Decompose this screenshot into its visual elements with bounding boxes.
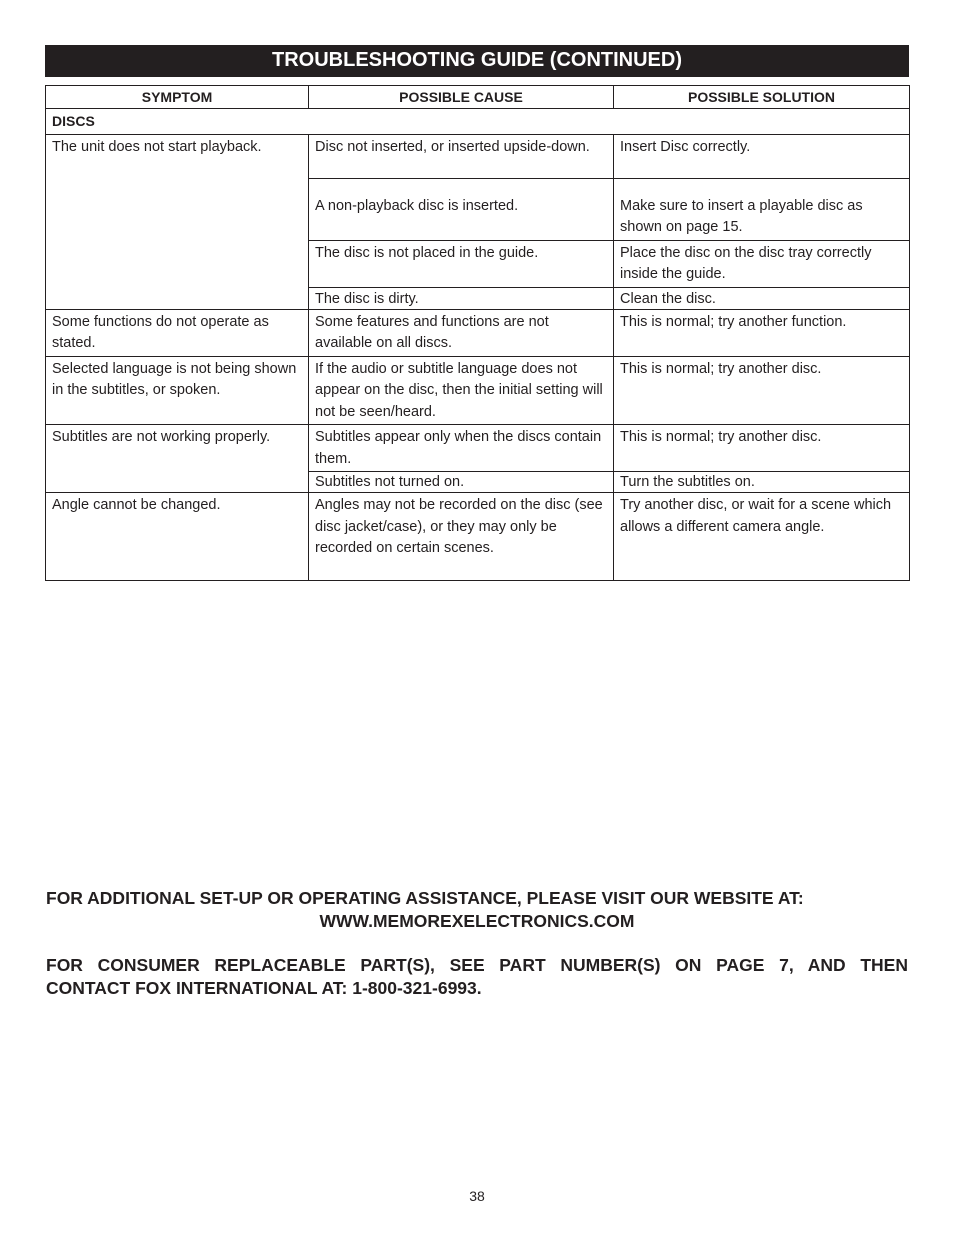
parts-text: FOR CONSUMER REPLACEABLE PART(S), SEE PART NUMBER(S) ON PAGE 7, AND THEN bbox=[46, 955, 908, 975]
solution-cell: Clean the disc. bbox=[614, 287, 910, 309]
parts-notice bbox=[46, 954, 908, 1000]
symptom-cell: Some functions do not operate as stated. bbox=[46, 309, 309, 356]
header-possible-cause: POSSIBLE CAUSE bbox=[309, 86, 614, 109]
group-label-discs: DISCS bbox=[46, 109, 910, 135]
solution-cell: Place the disc on the disc tray correctly inside the guide. bbox=[614, 240, 910, 287]
assistance-notice bbox=[46, 887, 908, 933]
solution-cell: Try another disc, or wait for a scene which allows a different camera angle. bbox=[614, 493, 910, 581]
symptom-cell: Selected language is not being shown in the subtitles, or spoken. bbox=[46, 356, 309, 425]
table-row bbox=[46, 134, 910, 178]
symptom-cell: The unit does not start playback. bbox=[46, 134, 309, 309]
page-number: 38 bbox=[469, 1188, 485, 1204]
cause-cell: Angles may not be recorded on the disc (see disc jacket/case), or they may only be recorded on certain scenes. bbox=[309, 493, 614, 581]
solution-cell: Insert Disc correctly. bbox=[614, 134, 910, 178]
solution-cell: This is normal; try another disc. bbox=[614, 425, 910, 472]
cause-cell: Subtitles appear only when the discs contain them. bbox=[309, 425, 614, 472]
cause-cell: Some features and functions are not available on all discs. bbox=[309, 309, 614, 356]
header-possible-solution: POSSIBLE SOLUTION bbox=[614, 86, 910, 109]
solution-cell: Turn the subtitles on. bbox=[614, 472, 910, 493]
table-row bbox=[46, 309, 910, 356]
cause-cell: The disc is not placed in the guide. bbox=[309, 240, 614, 287]
table-header-row bbox=[46, 86, 910, 109]
assistance-text: FOR ADDITIONAL SET-UP OR OPERATING ASSISTANCE, PLEASE VISIT OUR WEBSITE AT: bbox=[46, 888, 804, 908]
table-row bbox=[46, 493, 910, 581]
website-url: WWW.MEMOREXELECTRONICS.COM bbox=[319, 911, 635, 931]
troubleshooting-table bbox=[45, 85, 910, 581]
cause-cell: A non-playback disc is inserted. bbox=[309, 178, 614, 240]
solution-cell: This is normal; try another function. bbox=[614, 309, 910, 356]
cause-cell: Subtitles not turned on. bbox=[309, 472, 614, 493]
group-row bbox=[46, 109, 910, 135]
cause-cell: Disc not inserted, or inserted upside-down. bbox=[309, 134, 614, 178]
symptom-cell: Subtitles are not working properly. bbox=[46, 425, 309, 493]
contact-phone: CONTACT FOX INTERNATIONAL AT: 1-800-321-6993. bbox=[46, 978, 482, 998]
table-row bbox=[46, 356, 910, 425]
symptom-cell: Angle cannot be changed. bbox=[46, 493, 309, 581]
solution-cell: This is normal; try another disc. bbox=[614, 356, 910, 425]
solution-cell: Make sure to insert a playable disc as shown on page 15. bbox=[614, 178, 910, 240]
header-symptom: SYMPTOM bbox=[46, 86, 309, 109]
table-row bbox=[46, 425, 910, 472]
page-title: TROUBLESHOOTING GUIDE (CONTINUED) bbox=[45, 45, 909, 77]
cause-cell: If the audio or subtitle language does not appear on the disc, then the initial setting will not be seen/heard. bbox=[309, 356, 614, 425]
cause-cell: The disc is dirty. bbox=[309, 287, 614, 309]
